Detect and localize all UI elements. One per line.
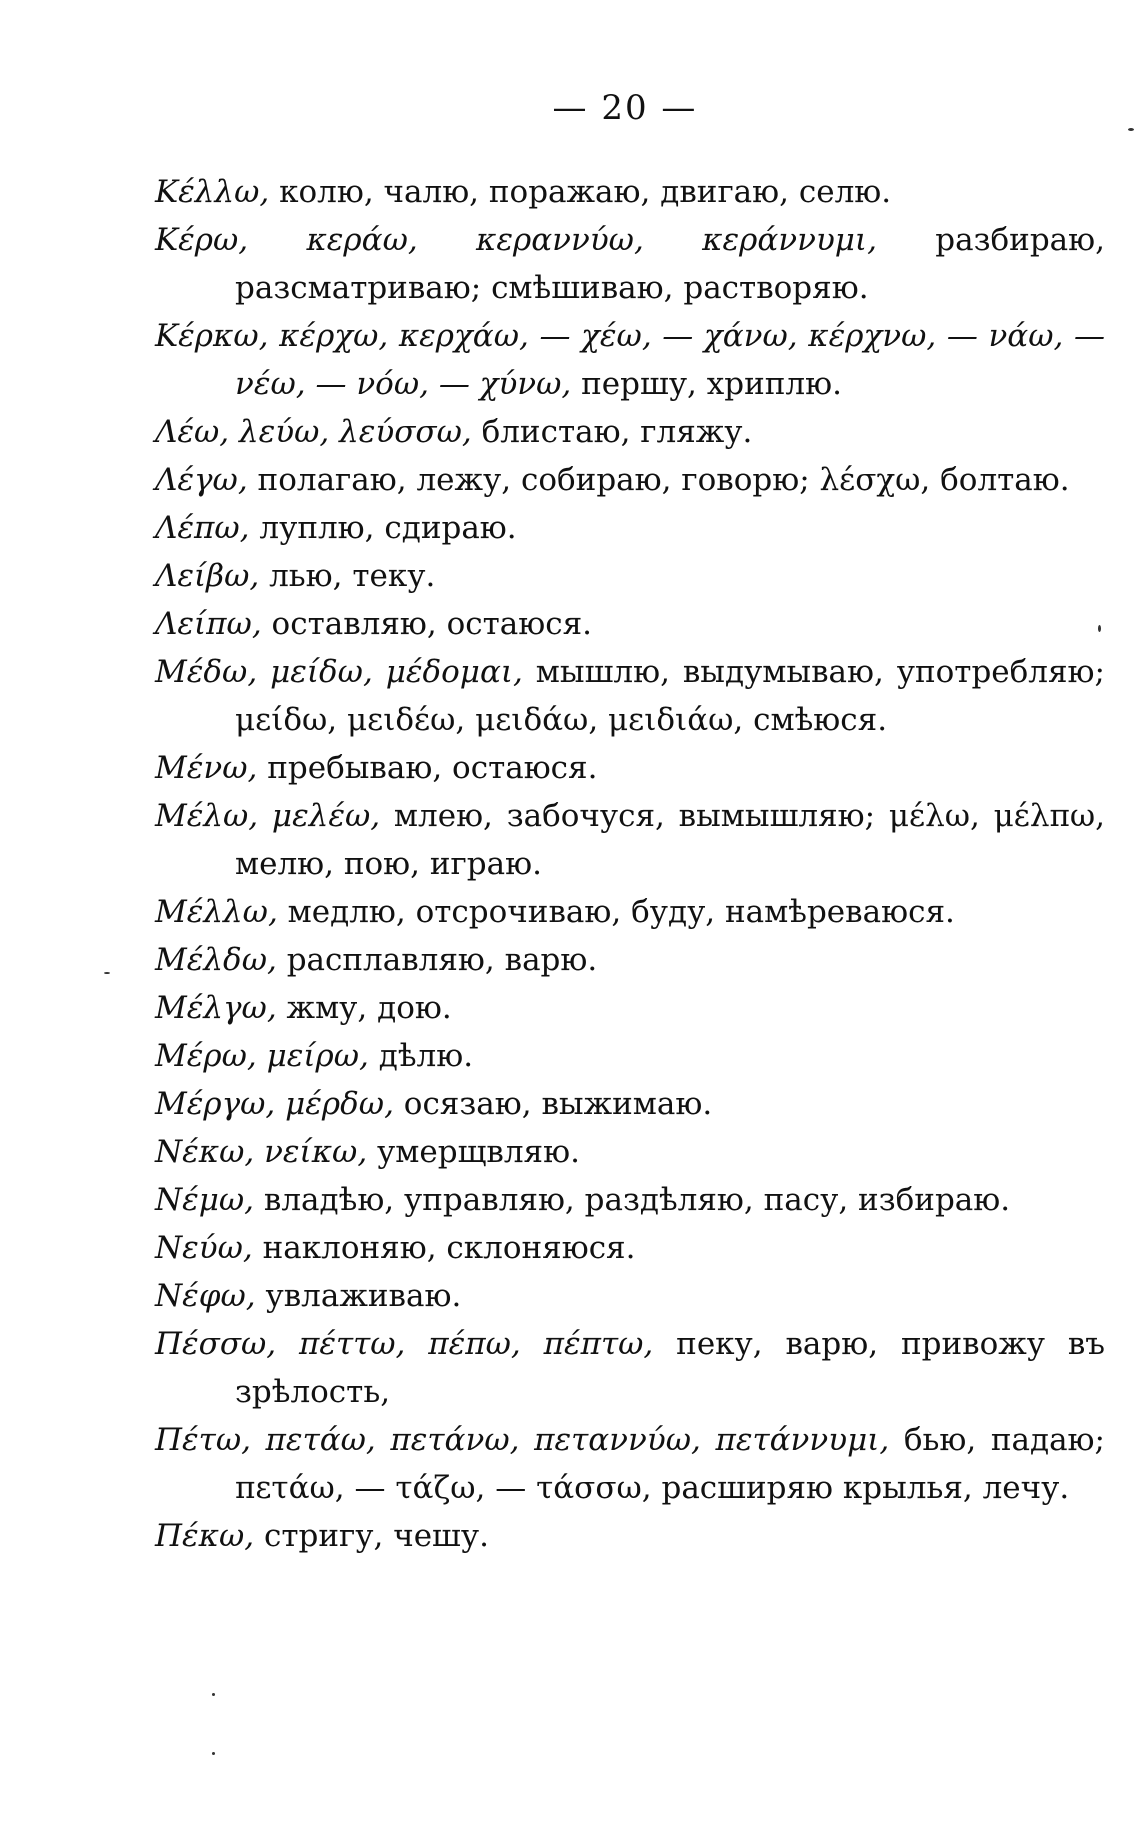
entry-headword: Μέρω, μείρω, [155,1038,369,1074]
entry-headword: Λέπω, [155,510,250,546]
entry-headword: Πέσσω, πέττω, πέπω, πέπτω, [155,1326,654,1362]
entry-headword: Νέφω, [155,1278,256,1314]
entry-gloss: жму, дою. [286,990,452,1026]
print-speck [212,1693,215,1696]
entry-headword: Μέλδω, [155,942,277,978]
entry-headword: Μέλλω, [155,894,278,930]
entry-gloss: умерщвляю. [377,1134,580,1170]
entry-headword: Λέγω, [155,462,248,498]
entry-gloss: медлю, отсрочиваю, буду, намѣреваюся. [287,894,955,930]
entry-gloss: колю, чалю, поражаю, двигаю, селю. [279,174,892,210]
entry-gloss: луплю, сдираю. [259,510,517,546]
dictionary-entry [155,312,1105,408]
dictionary-entry [155,456,1105,504]
entry-headword: Λέω, λεύω, λεύσσω, [155,414,472,450]
dictionary-entry [155,216,1105,312]
dictionary-entry [155,1176,1105,1224]
entry-headword: Πέκω, [155,1518,255,1554]
entry-gloss: разбираю, разсматриваю; смѣшиваю, растворяю. [235,222,1105,306]
entry-headword: Λείπω, [155,606,262,642]
dictionary-entry [155,1128,1105,1176]
entry-gloss: осязаю, выжимаю. [403,1086,713,1122]
dictionary-entry [155,1416,1105,1512]
print-speck [104,972,110,974]
entry-headword: Λείβω, [155,558,260,594]
dictionary-entry [155,888,1105,936]
entry-headword: Κέρκω, κέρχω, κερχάω, — χέω, — χάνω, κέρχνω, — νάω, — νέω, — νόω, — χύνω, [155,318,1105,402]
entry-headword: Νέκω, νείκω, [155,1134,368,1170]
entry-gloss: оставляю, остаюся. [271,606,593,642]
dictionary-entry [155,648,1105,744]
entry-headword: Μένω, [155,750,258,786]
dictionary-entry [155,1032,1105,1080]
dictionary-entry [155,1320,1105,1416]
dictionary-entry [155,168,1105,216]
entry-headword: Νεύω, [155,1230,253,1266]
dictionary-entry [155,984,1105,1032]
dictionary-entry [155,1512,1105,1560]
entry-gloss: бью, падаю; πετάω, — τάζω, — τάσσω, расширяю крылья, лечу. [235,1422,1105,1506]
dictionary-entry [155,1080,1105,1128]
entry-headword: Πέτω, πετάω, πετάνω, πεταννύω, πετάννυμι, [155,1422,890,1458]
print-speck [212,1752,215,1755]
dictionary-entry [155,408,1105,456]
entry-gloss: стригу, чешу. [264,1518,489,1554]
entry-headword: Νέμω, [155,1182,255,1218]
dictionary-entry [155,936,1105,984]
dictionary-entry [155,744,1105,792]
page-number: — 20 — [552,88,698,128]
dictionary-entry [155,1272,1105,1320]
entry-gloss: пребываю, остаюся. [267,750,598,786]
entry-headword: Μέλω, μελέω, [155,798,381,834]
entry-headword: Μέλγω, [155,990,277,1026]
entry-gloss: владѣю, управляю, раздѣляю, пасу, избираю. [263,1182,1011,1218]
entry-gloss: першу, хриплю. [581,366,842,402]
entry-gloss: полагаю, лежу, собираю, говорю; λέσχω, болтаю. [257,462,1070,498]
dictionary-entry [155,552,1105,600]
dictionary-entry [155,1224,1105,1272]
entry-gloss: мышлю, выдумываю, употребляю; μείδω, μειδέω, μειδάω, μειδιάω, смѣюся. [235,654,1105,738]
entry-gloss: наклоняю, склоняюся. [262,1230,636,1266]
entry-gloss: дѣлю. [378,1038,474,1074]
entry-gloss: пеку, варю, привожу въ зрѣлость, [235,1326,1106,1410]
entry-gloss: млею, забочуся, вымышляю; μέλω, μέλπω, мелю, пою, играю. [235,798,1105,882]
entry-gloss: лью, теку. [269,558,436,594]
print-speck [1098,625,1101,632]
entry-headword: Μέργω, μέρδω, [155,1086,394,1122]
entry-headword: Κέλλω, [155,174,270,210]
dictionary-entry [155,792,1105,888]
dictionary-entry [155,600,1105,648]
print-speck [1128,128,1134,131]
entry-gloss: увлаживаю. [265,1278,462,1314]
entry-headword: Μέδω, μείδω, μέδομαι, [155,654,523,690]
dictionary-entry [155,504,1105,552]
entry-gloss: расплавляю, варю. [286,942,598,978]
dictionary-entries [155,168,1105,1560]
entry-gloss: блистаю, гляжу. [481,414,753,450]
entry-headword: Κέρω, κεράω, κεραννύω, κεράννυμι, [155,222,877,258]
